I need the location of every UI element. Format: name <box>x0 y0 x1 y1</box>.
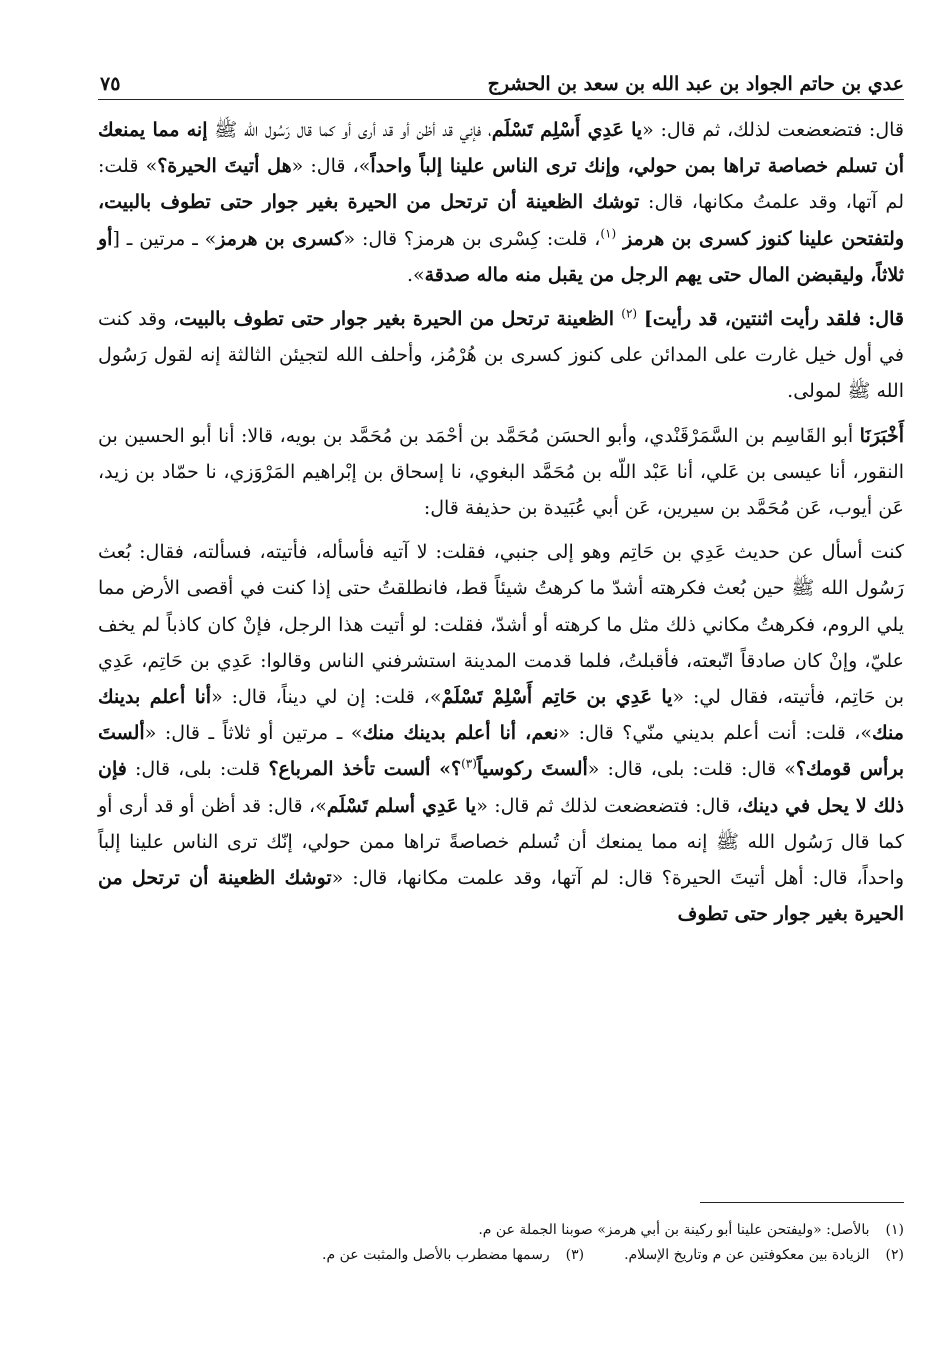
bold-quote: توشك الظعينة أن ترتحل من الحيرة بغير جوار حتى تطوف <box>98 867 904 926</box>
page-body <box>98 112 904 932</box>
text-run: ، وقد كنت في أول خيل غارت على المدائن على كنوز كسرى بن هُرْمُز، وأحلف الله لتجيئن الثالثة إنه لقول رَسُول الله ﷺ لمولى. <box>98 308 904 403</box>
paragraph-2 <box>98 301 904 410</box>
isnad-keyword: أَخْبَرَنَا <box>859 424 904 447</box>
bold-quote: الظعينة ترتحل من الحيرة بغير جوار حتى تطوف بالبيت <box>179 308 622 331</box>
footnote-text: الزيادة بين معكوفتين عن م وتاريخ الإسلام. <box>624 1247 870 1263</box>
footnote-1 <box>98 1218 904 1243</box>
footnote-3 <box>322 1243 584 1268</box>
bold-quote: أنا أعلم بدينك منك <box>98 686 904 745</box>
bold-quote: إنه مما يمنعك أن تسلم خصاصة تراها بمن حولي، وإنك ترى الناس علينا إلباً واحداً <box>98 119 904 178</box>
text-run: » قال: قلت: بلى، قال: « <box>587 758 796 781</box>
footnote-2 <box>624 1243 904 1268</box>
text-run: » ـ مرتين أو ثلاثاً ـ قال: « <box>144 722 363 745</box>
bold-quote: توشك الظعينة أن ترتحل من الحيرة بغير جوار حتى تطوف بالبيت، ولتفتحن علينا كنوز كسرى بن هرمز <box>98 191 905 250</box>
text-run: ». <box>406 263 425 286</box>
text-run: قال: فتضعضعت لذلك، ثم قال: « <box>642 119 904 141</box>
book-page <box>98 55 904 932</box>
bold-quote: أو ثلاثاً، وليقبضن المال حتى يهم الرجل من يقبل منه ماله صدقة <box>98 227 904 286</box>
footnote-ref-3[interactable]: (٣) <box>461 757 477 772</box>
text-run: »، قلت: أنت أعلم بديني منّي؟ قال: « <box>558 722 873 745</box>
footnote-number: (٣) <box>565 1247 585 1263</box>
bold-quote: يا عَدِي أَسْلِم تَسْلَم <box>491 119 643 141</box>
footnote-divider <box>700 1202 904 1203</box>
text-run: كنت أسأل عن حديث عَدِي بن حَاتِم وهو إلى جنبي، فقلت: لا آتيه فأسأله، فأتيته، فسألته، فقال: بُعث رَسُول الله ﷺ حين بُعث فكرهته أشدّ ما كرهتُ شيئاً قط، فانطلقتُ حتى إذا كنت في أقصى الأرض مما يلي الروم، فكرهتُ مكاني ذلك مثل ما كرهته أو أشدّ، فقلت: لو أتيت هذا الرجل، فإنْ كان كاذباً لم يخف عليّ، وإنْ كان صادقاً اتّبعته، فأقبلتُ، فلما قدمت المدينة استشرفني الناس وقالوا: عَدِي بن حَاتِم، عَدِي بن حَاتِم، فأتيته، فقال لي: « <box>98 541 905 709</box>
text-run: »، قال: قد أظن أو قد أرى أو كما قال رَسُول الله ﷺ إنه مما يمنعك أن تُسلم خصاصةً تراها ممن حولي، إنّك ترى الناس علينا إلباً واحداً، قال: أهل أتيتَ الحيرة؟ قال: لم آتها، وقد علمت مكانها، قال: « <box>98 794 904 890</box>
paragraph-3 <box>98 418 904 527</box>
bold-quote: ألستَ ركوسياً <box>476 758 588 781</box>
bold-quote: كسرى بن هرمز <box>216 227 344 250</box>
text-run: » ـ مرتين ـ [ <box>112 227 217 250</box>
bold-quote: ألستَ برأس قومك؟ <box>98 722 904 781</box>
footnote-number: (١) <box>885 1222 904 1238</box>
text-run: ، قلت: كِسْرى بن هرمز؟ قال: « <box>343 227 601 250</box>
bold-quote: يا عَدِي بن حَاتِم أَسْلِمْ تَسْلَمْ <box>441 686 673 709</box>
text-run: ، فإني قد أظن أو قد أرى أو كما قال رَسُول الله ﷺ <box>207 119 492 141</box>
bold-quote: هل أتيتَ الحيرة؟ <box>157 155 292 178</box>
footnote-ref-2[interactable]: (٢) <box>621 306 638 321</box>
text-run: »، قلت: إن لي ديناً، قال: « <box>211 686 442 709</box>
text-run: قلت: بلى، قال: <box>126 758 269 781</box>
bold-quote: نعم، أنا أعلم بدينك منك <box>362 722 559 745</box>
footnote-row <box>98 1243 904 1268</box>
running-title: عدي بن حاتم الجواد بن عبد الله بن سعد بن الحشرج <box>487 73 904 95</box>
footnotes <box>98 1218 904 1268</box>
bold-quote: ؟» ألست تأخذ المرباع؟ <box>268 758 462 781</box>
page-header <box>98 55 904 100</box>
bold-quote: فإن ذلك لا يحل في دينك <box>98 758 904 817</box>
text-run: » قلت: لم آتها، وقد علمتُ مكانها، قال: <box>98 155 904 214</box>
bold-quote: قال: فلقد رأيت اثنتين، قد رأيت] <box>643 308 904 331</box>
text-run: أبو القَاسِم بن السَّمَرْقَنْدي، وأبو الحسَن مُحَمَّد بن أحْمَد بن مُحَمَّد بن بويه، قالا: أنا أبو الحسين بن النقور، أنا عيسى بن عَلي، أنا عَبْد اللّه بن مُحَمَّد البغوي، نا إسحاق بن إبْراهيم المَرْوَزي، نا حمّاد بن زيد، عَن أيوب، عَن مُحَمَّد بن سيرين، عَن أبي عُبَيدة بن حذيفة قال: <box>98 424 904 520</box>
paragraph-1 <box>98 112 904 293</box>
bold-quote: يا عَدِي أسلم تَسْلَم <box>326 794 477 817</box>
paragraph-4 <box>98 534 904 932</box>
footnote-text: بالأصل: «وليفتحن علينا أبو ركينة بن أبي هرمز» صوبنا الجملة عن م. <box>478 1222 870 1238</box>
footnote-text: رسمها مضطرب بالأصل والمثبت عن م. <box>322 1247 550 1263</box>
footnote-ref-1[interactable]: (١) <box>600 226 617 241</box>
footnote-number: (٢) <box>885 1247 904 1263</box>
text-run: »، قال: « <box>291 155 371 178</box>
page-number: ٧٥ <box>100 73 121 95</box>
text-run: ، قال: فتضعضعت لذلك ثم قال: « <box>476 794 743 817</box>
